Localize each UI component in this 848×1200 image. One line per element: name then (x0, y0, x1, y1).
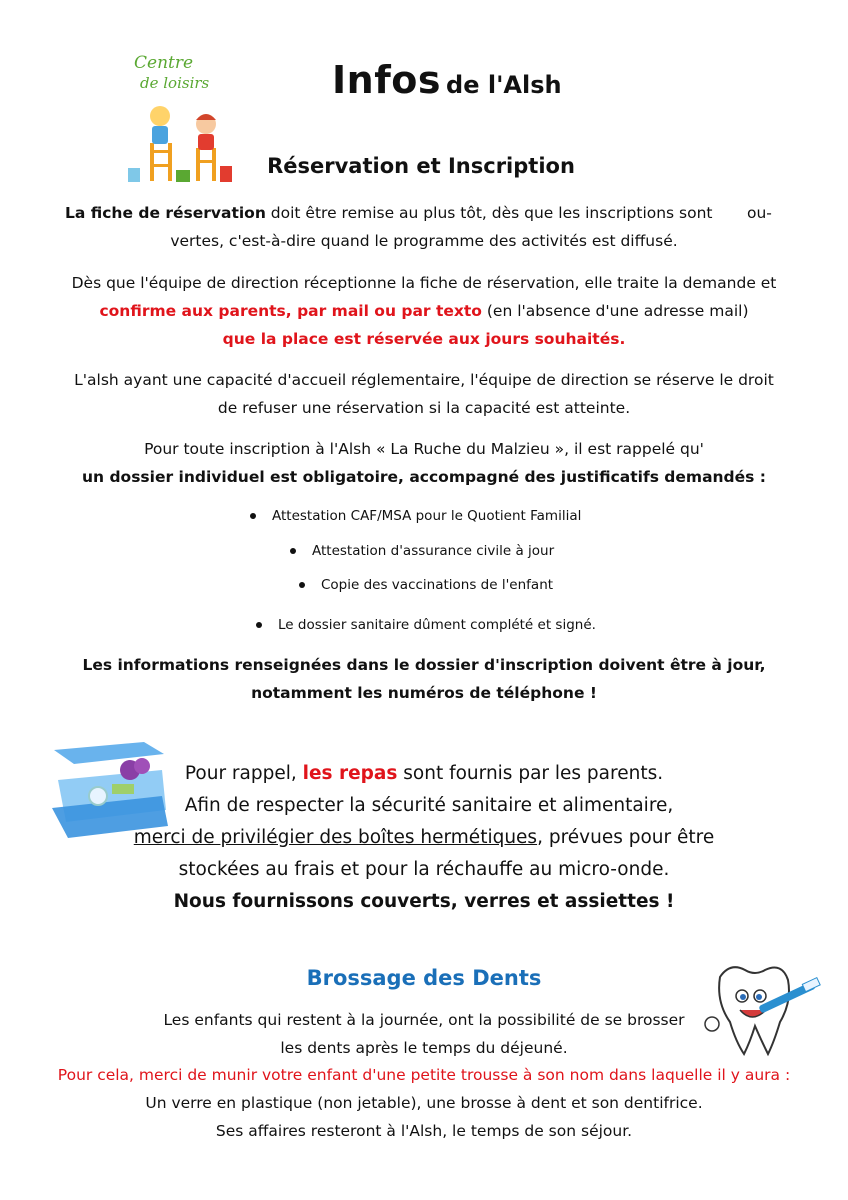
p2-line1: Dès que l'équipe de direction réceptionne la fiche de réservation, elle traite la demande et (71, 274, 777, 292)
boites-hermetiques-underline: merci de privilégier des boîtes hermétiques (133, 827, 538, 848)
meals-line1: Pour rappel, les repas sont fournis par les parents. (184, 763, 664, 784)
p2-line2-rest: (en l'absence d'une adresse mail) (481, 302, 749, 320)
reservation-paragraph-1 (65, 199, 785, 227)
logo-text-line1: Centre (134, 53, 194, 73)
bullet-icon (290, 548, 296, 554)
list-item: Le dossier sanitaire dûment complété et signé. (256, 617, 596, 633)
p1-rest-line1: doit être remise au plus tôt, dès que les inscriptions sont ou- (265, 204, 772, 222)
p3-line1: L'alsh ayant une capacité d'accueil réglementaire, l'équipe de direction se réserve le droit (74, 371, 774, 389)
p2-line2 (0, 297, 848, 325)
note-line2: notamment les numéros de téléphone ! (251, 684, 597, 702)
p2-line3-red: que la place est réservée aux jours souhaités. (222, 330, 626, 348)
p4-line1: Pour toute inscription à l'Alsh « La Ruche du Malzieu », il est rappelé qu' (144, 440, 704, 458)
meals-line2: Afin de respecter la sécurité sanitaire et alimentaire, (184, 795, 674, 816)
teeth-line4: Un verre en plastique (non jetable), une brosse à dent et son dentifrice. (145, 1094, 703, 1112)
list-item: Attestation CAF/MSA pour le Quotient Familial (250, 508, 581, 524)
logo-text-line2: de loisirs (140, 74, 210, 92)
meals-line5-bold: Nous fournissons couverts, verres et assiettes ! (173, 891, 675, 912)
meals-line4: stockées au frais et pour la réchauffe au micro-onde. (178, 859, 670, 880)
bullet-icon (299, 582, 305, 588)
list-item: Attestation d'assurance civile à jour (290, 543, 554, 559)
teeth-line5: Ses affaires resteront à l'Alsh, le temps de son séjour. (215, 1122, 633, 1140)
reservation-heading: Réservation et Inscription (267, 154, 575, 178)
p1-line2: vertes, c'est-à-dire quand le programme des activités est diffusé. (170, 232, 678, 250)
p3-line2: de refuser une réservation si la capacité est atteinte. (217, 399, 631, 417)
les-repas-red: les repas (302, 763, 398, 784)
fiche-reservation-bold: La fiche de réservation (65, 204, 266, 222)
title-de-alsh: de l'Alsh (446, 71, 562, 99)
page-title (332, 58, 632, 108)
bullet-icon (256, 622, 262, 628)
teeth-line2: les dents après le temps du déjeuné. (280, 1039, 568, 1057)
note-line1: Les informations renseignées dans le dossier d'inscription doivent être à jour, (82, 656, 766, 674)
teeth-line1: Les enfants qui restent à la journée, ont la possibilité de se brosser (163, 1011, 685, 1029)
teeth-heading: Brossage des Dents (306, 966, 542, 990)
confirm-parents-red: confirme aux parents, par mail ou par texto (99, 302, 482, 320)
p4-line2-bold: un dossier individuel est obligatoire, accompagné des justificatifs demandés : (82, 468, 766, 486)
title-infos: Infos (332, 58, 441, 102)
teeth-line3-red: Pour cela, merci de munir votre enfant d'une petite trousse à son nom dans laquelle il y aura : (57, 1066, 791, 1084)
list-item: Copie des vaccinations de l'enfant (299, 577, 553, 593)
meals-line3: merci de privilégier des boîtes hermétiques, prévues pour être (133, 827, 715, 848)
bullet-icon (250, 513, 256, 519)
